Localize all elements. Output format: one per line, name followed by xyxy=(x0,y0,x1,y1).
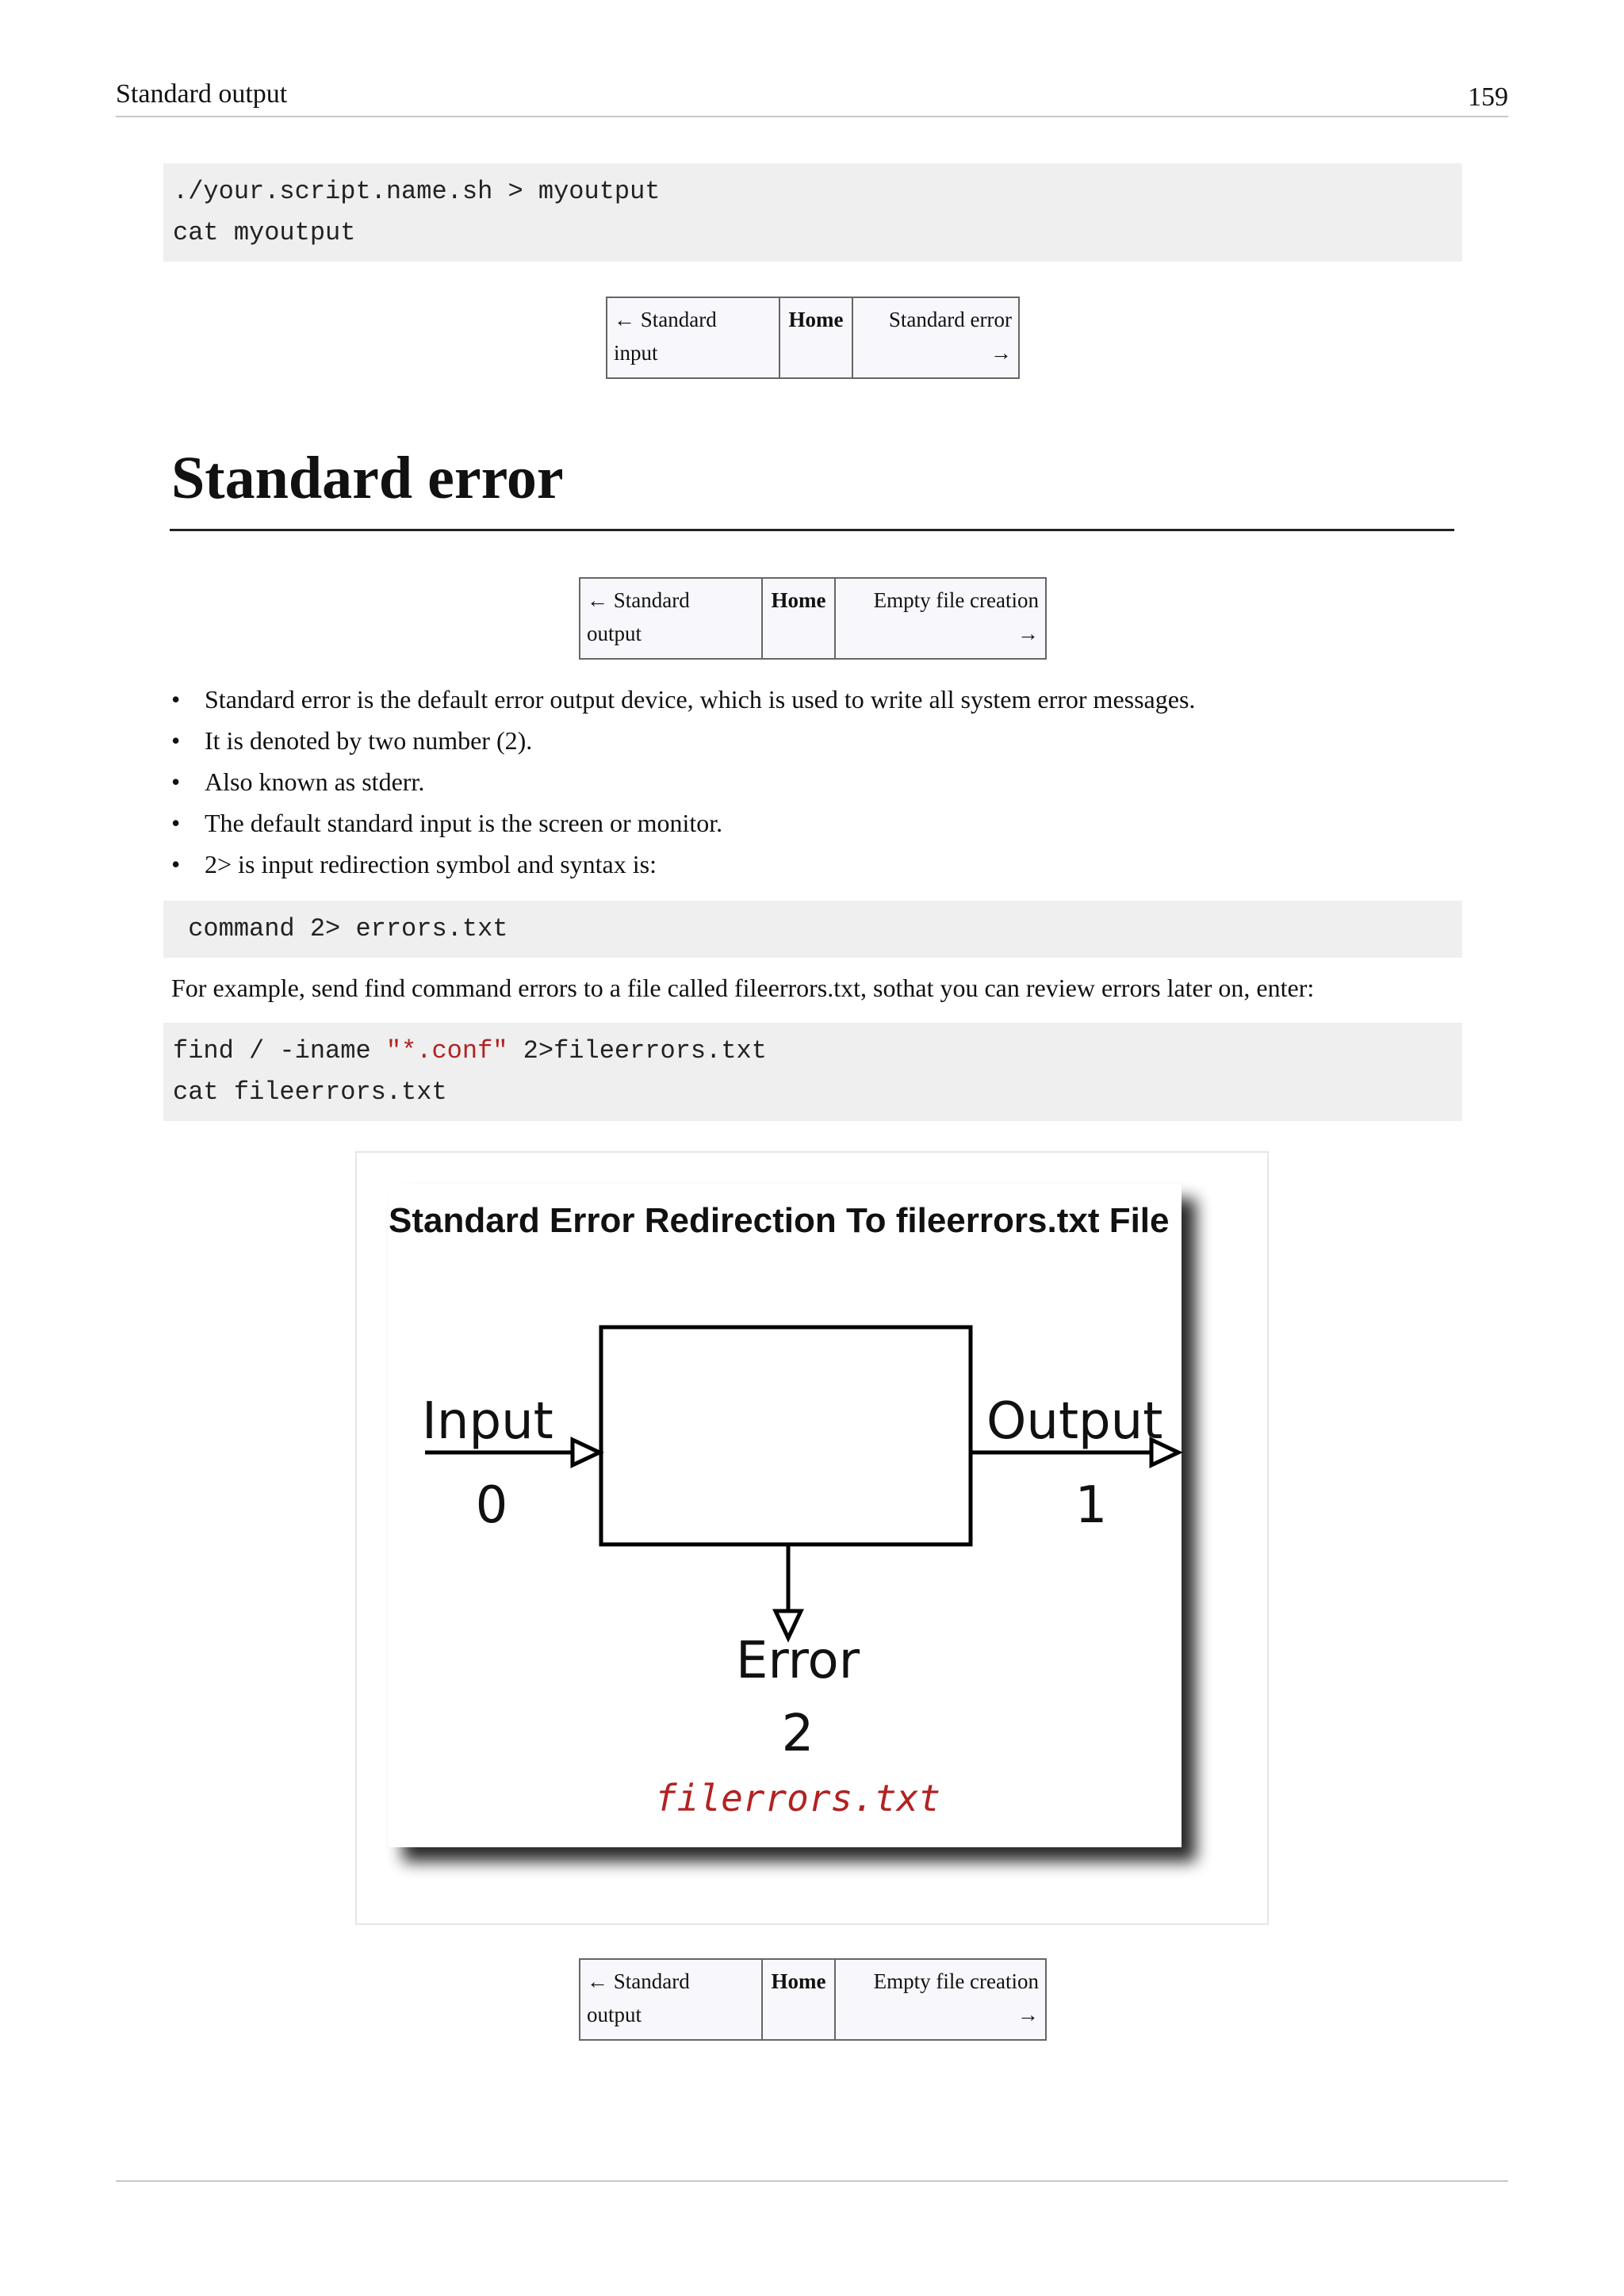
code-line: ./your.script.name.sh > myoutput xyxy=(173,177,661,206)
process-box xyxy=(601,1327,971,1544)
output-number: 1 xyxy=(1074,1476,1108,1535)
nav-home-cell[interactable] xyxy=(762,578,835,659)
section-title: Standard error xyxy=(171,445,564,511)
list-item: • It is denoted by two number (2). xyxy=(171,720,1195,761)
nav-prev-link[interactable]: ← Standard output xyxy=(587,1969,690,2026)
title-underline xyxy=(170,529,1454,531)
list-item: • Standard error is the default error output device, which is used to write all system error messages. xyxy=(171,679,1195,720)
nav-next-link[interactable]: Empty file creation → xyxy=(873,1969,1039,2026)
nav-next-cell[interactable] xyxy=(852,297,1019,378)
error-number: 2 xyxy=(781,1705,814,1763)
code-line: find / -iname "*.conf" 2>fileerrors.txt xyxy=(173,1036,767,1066)
nav-next-link[interactable]: Empty file creation → xyxy=(873,588,1039,645)
code-line: cat myoutput xyxy=(173,218,356,247)
nav-next-cell[interactable] xyxy=(835,578,1046,659)
nav-box-mid xyxy=(579,577,1047,660)
nav-prev-cell[interactable] xyxy=(580,578,762,659)
nav-home-cell[interactable] xyxy=(779,297,852,378)
diagram-title: Standard Error Redirection To fileerrors.txt File xyxy=(389,1201,1170,1240)
list-item: • 2> is input redirection symbol and syntax is: xyxy=(171,844,1195,885)
input-label: Input xyxy=(422,1392,553,1451)
list-item: • The default standard input is the screen or monitor. xyxy=(171,802,1195,844)
bullet-list xyxy=(171,679,1195,885)
footer-rule xyxy=(116,2180,1508,2182)
list-item: • Also known as stderr. xyxy=(171,761,1195,802)
code-string-literal: "*.conf" xyxy=(385,1036,508,1066)
nav-next-link[interactable]: Standard error → xyxy=(888,308,1012,365)
input-number: 0 xyxy=(475,1476,508,1535)
nav-next-cell[interactable] xyxy=(835,1959,1046,2040)
nav-box-bottom xyxy=(579,1958,1047,2041)
nav-prev-link[interactable]: ← Standard input xyxy=(614,308,717,365)
nav-prev-cell[interactable] xyxy=(607,297,779,378)
code-block-find-example xyxy=(163,1023,1462,1121)
nav-prev-cell[interactable] xyxy=(580,1959,762,2040)
page-number: 159 xyxy=(1468,82,1508,112)
nav-prev-link[interactable]: ← Standard output xyxy=(587,588,690,645)
code-line: cat fileerrors.txt xyxy=(173,1077,447,1107)
nav-home-cell[interactable] xyxy=(762,1959,835,2040)
nav-home-link[interactable]: Home xyxy=(771,1969,826,1993)
figure-frame xyxy=(355,1151,1269,1925)
error-file-name: filerrors.txt xyxy=(654,1777,941,1820)
code-block-syntax xyxy=(163,901,1462,958)
output-label: Output xyxy=(986,1392,1163,1451)
code-line: command 2> errors.txt xyxy=(173,914,508,943)
nav-box-top xyxy=(606,297,1020,379)
nav-home-link[interactable]: Home xyxy=(788,308,844,331)
nav-home-link[interactable]: Home xyxy=(771,588,826,612)
header-section-name: Standard output xyxy=(116,79,288,109)
stderr-diagram xyxy=(357,1153,1267,1923)
running-header xyxy=(116,76,1508,117)
code-block-redirect-output xyxy=(163,163,1462,262)
error-label: Error xyxy=(736,1632,860,1690)
example-paragraph: For example, send find command errors to a file called fileerrors.txt, sothat you can review errors later on, enter: xyxy=(171,974,1315,1002)
